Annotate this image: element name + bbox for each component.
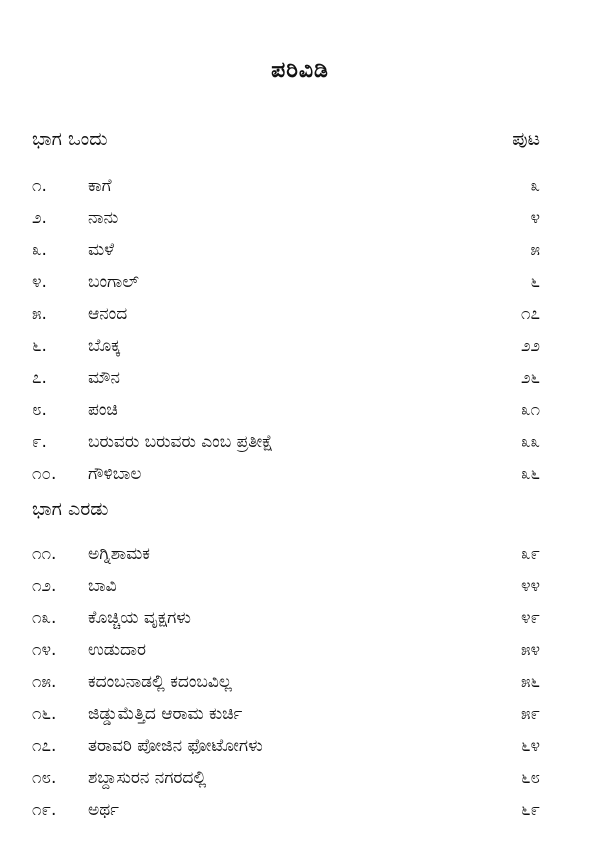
entry-number: ೧೯. (32, 800, 57, 820)
contents-entry (32, 766, 540, 798)
entry-page-number: ೧೭ (520, 304, 540, 324)
entry-title: ಗೌಳಿಬಾಲ (88, 464, 142, 484)
entry-number: ೫. (32, 304, 47, 324)
entry-page-number: ೬೪ (520, 736, 540, 756)
contents-entry (32, 238, 540, 270)
entry-number: ೧೦. (32, 464, 57, 484)
contents-entry (32, 206, 540, 238)
entry-title: ಅರ್ಥ (88, 800, 119, 820)
entry-number: ೮. (32, 400, 47, 420)
entry-number: ೨. (32, 208, 47, 228)
section-heading-part-one (32, 128, 540, 154)
entry-title: ಆನಂದ (88, 304, 128, 324)
entry-number: ೧೬. (32, 704, 57, 724)
entry-title: ಮಳೆ (88, 240, 115, 260)
section-label: ಭಾಗ ಒಂದು (32, 128, 108, 150)
entry-title: ಮೌನ (88, 368, 120, 388)
contents-entry (32, 302, 540, 334)
section-heading-part-two (32, 498, 540, 524)
entry-title: ಬಾವಿ (88, 576, 117, 596)
contents-entry (32, 270, 540, 302)
entry-page-number: ೫೪ (520, 640, 540, 660)
contents-entry (32, 734, 540, 766)
entry-title: ಕದಂಬನಾಡಲ್ಲಿ ಕದಂಬವಿಲ್ಲ (88, 672, 232, 692)
entry-number: ೬. (32, 336, 47, 356)
contents-entry (32, 798, 540, 830)
entry-page-number: ೩ (530, 176, 540, 196)
page-column-label: ಪುಟ (512, 128, 540, 150)
entry-number: ೧೮. (32, 768, 57, 788)
contents-entry (32, 430, 540, 462)
entry-page-number: ೪ (530, 208, 540, 228)
contents-entry (32, 702, 540, 734)
contents-entry (32, 638, 540, 670)
entry-title: ಬಂಗಾಲ್ (88, 272, 139, 292)
entry-number: ೧೨. (32, 576, 57, 596)
entry-page-number: ೫೯ (520, 704, 540, 724)
entry-title: ಬೊಕ್ಕ (88, 336, 121, 356)
entry-page-number: ೪೪ (520, 576, 540, 596)
contents-entry (32, 606, 540, 638)
entry-number: ೧೧. (32, 544, 57, 564)
entry-title: ಅಗ್ನಿಶಾಮಕ (88, 544, 150, 564)
entry-page-number: ೬ (530, 272, 540, 292)
contents-entry (32, 574, 540, 606)
entry-title: ಕಾಗೆ (88, 176, 112, 196)
entry-number: ೩. (32, 240, 47, 260)
entry-page-number: ೬೯ (520, 800, 540, 820)
entry-page-number: ೫ (530, 240, 540, 260)
entry-title: ಜಿಡ್ಡುಮೆತ್ತಿದ ಆರಾಮ ಕುರ್ಚಿ (88, 704, 243, 724)
entry-title: ಪಂಚಿ (88, 400, 118, 420)
section-one-entries (32, 174, 540, 494)
entry-number: ೧೫. (32, 672, 57, 692)
entry-number: ೧೪. (32, 640, 57, 660)
entry-number: ೧. (32, 176, 47, 196)
entry-title: ಶಬ್ದಾಸುರನ ನಗರದಲ್ಲಿ (88, 768, 207, 788)
contents-entry (32, 334, 540, 366)
entry-page-number: ೩೯ (520, 544, 540, 564)
entry-title: ಬರುವರು ಬರುವರು ಎಂಬ ಪ್ರತೀಕ್ಷೆ (88, 432, 274, 452)
contents-entry (32, 174, 540, 206)
entry-number: ೪. (32, 272, 47, 292)
contents-entry (32, 366, 540, 398)
entry-page-number: ೬೮ (520, 768, 540, 788)
entry-page-number: ೩೧ (520, 400, 540, 420)
page-title: ಪರಿವಿಡಿ (271, 58, 329, 83)
contents-entry (32, 542, 540, 574)
entry-title: ಉಡುದಾರ (88, 640, 146, 660)
contents-entry (32, 462, 540, 494)
entry-number: ೧೭. (32, 736, 57, 756)
section-label: ಭಾಗ ಎರಡು (32, 498, 109, 520)
entry-page-number: ೨೬ (520, 368, 540, 388)
entry-number: ೧೩. (32, 608, 57, 628)
entry-page-number: ೪೯ (520, 608, 540, 628)
entry-title: ನಾನು (88, 208, 119, 228)
section-two-entries (32, 542, 540, 830)
entry-page-number: ೨೨ (520, 336, 540, 356)
entry-title: ಕೊಚ್ಚಿಯ ವೃಕ್ಷಗಳು (88, 608, 191, 628)
entry-page-number: ೩೬ (520, 464, 540, 484)
entry-number: ೯. (32, 432, 47, 452)
contents-entry (32, 670, 540, 702)
contents-entry (32, 398, 540, 430)
entry-title: ತರಾವರಿ ಪೋಜಿನ ಫೋಟೋಗಳು (88, 736, 263, 756)
entry-page-number: ೩೩ (520, 432, 540, 452)
entry-page-number: ೫೬ (520, 672, 540, 692)
entry-number: ೭. (32, 368, 47, 388)
